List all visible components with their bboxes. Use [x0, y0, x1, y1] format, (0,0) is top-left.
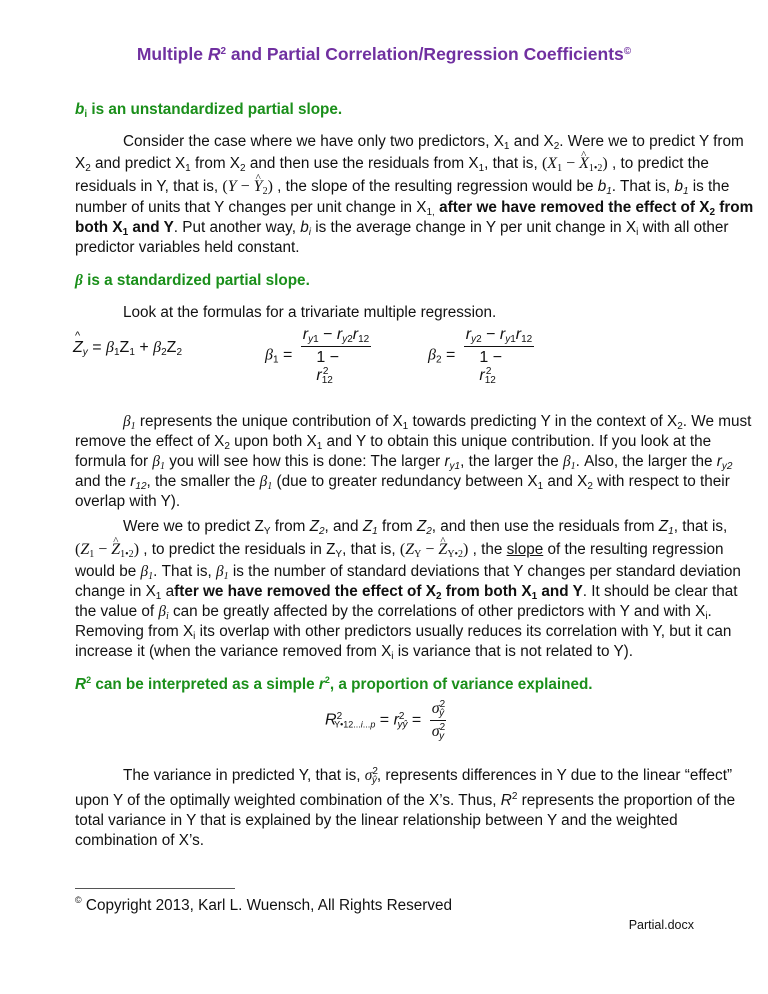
document-title	[0, 44, 768, 65]
title-R: R	[207, 44, 221, 64]
document-filename: Partial.docx	[628, 918, 694, 932]
heading-beta: β	[75, 272, 83, 289]
footnote-text: Copyright 2013, Karl L. Wuensch, All Rights Reserved	[81, 897, 453, 914]
equation-zhat: ^ $Z_y = \beta_1Z_1 + \beta_2Z_2$	[73, 339, 182, 357]
title-prefix: Multiple	[136, 44, 208, 64]
heading-r-sup: 2	[324, 675, 330, 685]
heading-var: b	[75, 101, 85, 118]
para-line: remove the effect of $X_2$ upon both $X_1$ and Y to obtain this unique contribution. If you look at the	[75, 433, 712, 452]
para-line: would be $\beta_1$. That is, $\beta_1$ is the number of standard deviations that Y changes per standard deviation	[75, 563, 741, 582]
para-line: number of units that Y changes per unit change in $X_{1,}$ after we have removed the effect of $X_2$ from	[75, 199, 754, 218]
intro-text: Look at the formulas for a trivariate multiple regression.	[123, 304, 497, 321]
para-line: ($Z_1$ − ^ $Z_{1•2}$) , to predict the residuals in $Z_Y$, that is, ($Z_Y$ − ^ $Z_{Y•2}$) , the slope of the resulting regression	[75, 540, 723, 560]
copyright-mark: ©	[623, 46, 632, 57]
title-R-sup: 2	[220, 46, 227, 57]
para-line: total variance in Y that is explained by the linear relationship between Y and the weighted	[75, 812, 678, 829]
heading-end: , a proportion of variance explained.	[329, 676, 593, 693]
para-line: predictor variables held constant.	[75, 239, 300, 256]
title-suffix: and Partial Correlation/Regression Coefficients	[226, 44, 624, 64]
equation-beta1: $\beta_1$ = $\frac{r_{y1} - r_{y2}r_{12}}{1 - r_{12}^2}$	[265, 326, 370, 386]
para-line: change in $X_1$ after we have removed the effect of $X_2$ from both $X_1$ and Y. It should be clear that	[75, 583, 738, 602]
heading-mid: can be interpreted as a simple	[91, 676, 319, 693]
para-line: upon Y of the optimally weighted combination of the X’s. Thus, $R^2$ represents the proportion of the	[75, 791, 736, 809]
heading-sub: i	[84, 109, 88, 120]
footnote-divider	[75, 888, 235, 889]
para-line: overlap with Y).	[75, 493, 181, 510]
para-line: increase it (when the variance removed from $X_i$ is variance that is not related to Y).	[75, 643, 634, 662]
para-line: $X_2$ and predict $X_1$ from $X_2$ and then use the residuals from $X_1$, that is, ($X_1$ − ^ $X_{1•2}$) , to predict the	[75, 154, 709, 174]
heading-text: is a standardized partial slope.	[82, 272, 310, 289]
para-line: formula for $\beta_1$ you will see how this is done: The larger $r_{y1}$, the larger the $\beta_1$. Also, the larger the $r_{y2}$	[75, 453, 733, 472]
para-line: and the $r_{12}$, the smaller the $\beta_1$ (due to greater redundancy between $X_1$ and $X_2$ with respect to their	[75, 473, 730, 492]
footnote-mark: ©	[75, 895, 82, 905]
heading-r: r	[318, 676, 325, 693]
para-line: Consider the case where we have only two predictors, $X_1$ and $X_2$. Were we to predict Y from	[123, 133, 744, 152]
heading-R-sup: 2	[86, 675, 92, 685]
para-line: Were we to predict $Z_Y$ from $Z_2$, and $Z_1$ from $Z_2$, and then use the residuals from $Z_1$, that is,	[123, 518, 728, 537]
footnote	[75, 897, 452, 915]
para-line: $\beta_1$ represents the unique contribution of $X_1$ towards predicting Y in the context of $X_2$. We must	[123, 413, 752, 432]
para-line: The variance in predicted Y, that is, $\sigma^2_ŷ$, represents differences in Y due to the linear “effect”	[123, 766, 733, 786]
section-heading-r-squared	[75, 676, 593, 694]
equation-beta2: $\beta_2$ = $\frac{r_{y2} - r_{y1}r_{12}}{1 - r_{12}^2}$	[428, 326, 533, 386]
para-line: both $X_1$ and Y. Put another way, $b_i$ is the average change in Y per unit change in $X_i$ with all other	[75, 219, 729, 238]
para-line: combination of X’s.	[75, 832, 204, 849]
section-heading-standardized	[75, 272, 310, 290]
heading-R: R	[75, 676, 87, 693]
heading-text: is an unstandardized partial slope.	[87, 101, 343, 118]
para-line: residuals in Y, that is, (Y − ^ $Y_2$) , the slope of the resulting regression would be $b_1$. That is, $b_1$ is the	[75, 177, 729, 197]
section-heading-unstandardized	[75, 101, 342, 119]
para-line: Removing from $X_i$ its overlap with other predictors usually reduces its correlation with Y, but it can	[75, 623, 732, 642]
equation-r-squared: $R^2_{Y•12...i...p} = r^2_{yŷ}$ = $\frac{\sigma^2_ŷ}{\sigma^2_y}$	[325, 699, 446, 742]
para-line: the value of $\beta_i$ can be greatly affected by the correlations of other predictors with Y and with $X_i$.	[75, 603, 712, 622]
